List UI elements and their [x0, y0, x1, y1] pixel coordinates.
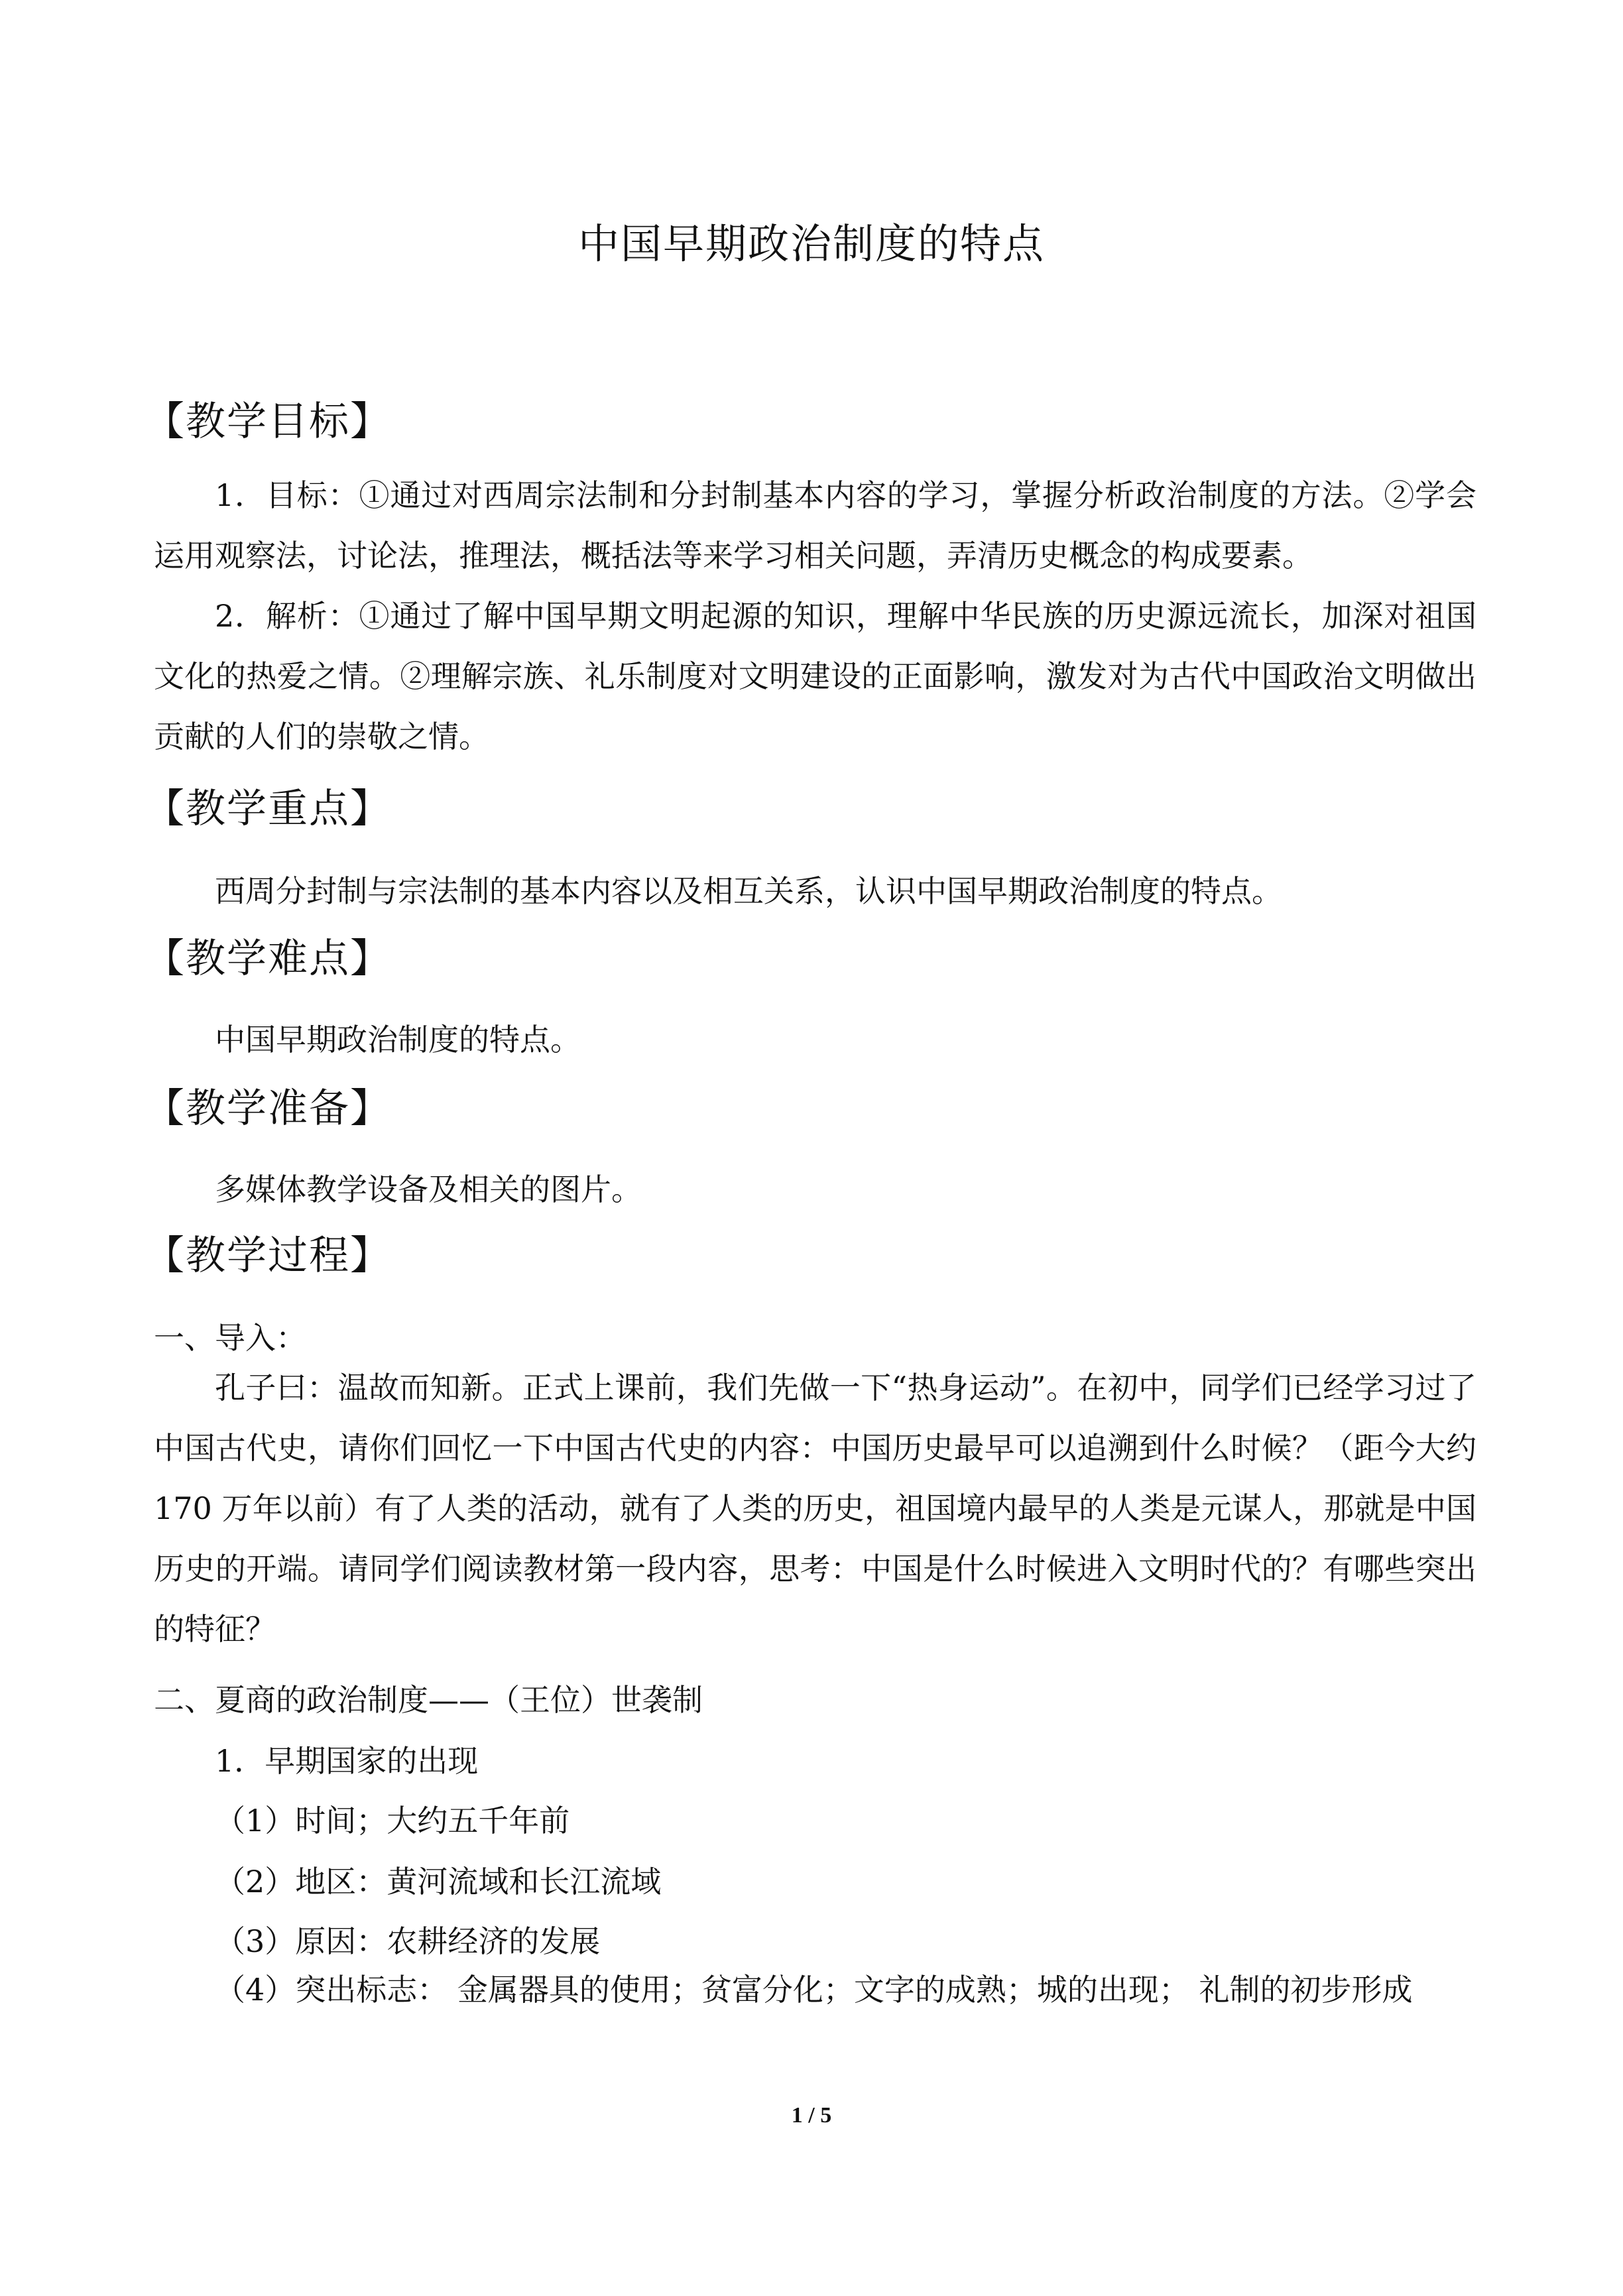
list-item: （2）地区：黄河流域和长江流域 — [215, 1864, 662, 1900]
sub-heading-1: 1．早期国家的出现 — [215, 1743, 479, 1779]
intro-paragraph: 孔子曰：温故而知新。正式上课前，我们先做一下“热身运动”。在初中，同学们已经学习过了中国古代史，请你们回忆一下中国古代史的内容：中国历史最早可以追溯到什么时候？（距今大约 170 万年以前）有了人类的活动，就有了人类的历史，祖国境内最早的人类是元谋人，那就是中国历史的开端。请同学们阅读教材第一段内容，思考：中国是什么时候进入文明时代的？有哪些突出的特征？ — [154, 1370, 1476, 1647]
difficulties-text: 中国早期政治制度的特点。 — [215, 1022, 581, 1057]
list-item: （4）突出标志： 金属器具的使用；贫富分化；文字的成熟；城的出现； 礼制的初步形成 — [215, 1972, 1413, 2008]
heading-process: 【教学过程】 — [145, 1233, 391, 1279]
heading-difficulties: 【教学难点】 — [145, 936, 391, 982]
objectives-paragraph-1: 1．目标：①通过对西周宗法制和分封制基本内容的学习，掌握分析政治制度的方法。②学会运用观察法，讨论法，推理法，概括法等来学习相关问题，弄清历史概念的构成要素。 — [154, 477, 1476, 574]
part2-label: 二、夏商的政治制度——（王位）世袭制 — [154, 1682, 703, 1718]
objectives-paragraph-2: 2．解析：①通过了解中国早期文明起源的知识，理解中华民族的历史源远流长，加深对祖国文化的热爱之情。②理解宗族、礼乐制度对文明建设的正面影响，激发对为古代中国政治文明做出贡献的人们的崇敬之情。 — [154, 598, 1476, 755]
list-item: （1）时间；大约五千年前 — [215, 1803, 570, 1839]
heading-objectives: 【教学目标】 — [145, 398, 391, 445]
page-title: 中国早期政治制度的特点 — [577, 219, 1045, 268]
page-number: 1 / 5 — [791, 2103, 832, 2128]
heading-key-points: 【教学重点】 — [145, 786, 391, 832]
intro-label: 一、导入： — [154, 1320, 306, 1356]
preparation-text: 多媒体教学设备及相关的图片。 — [215, 1172, 642, 1207]
heading-preparation: 【教学准备】 — [145, 1085, 391, 1132]
key-points-text: 西周分封制与宗法制的基本内容以及相互关系，认识中国早期政治制度的特点。 — [215, 873, 1282, 909]
list-item: （3）原因：农耕经济的发展 — [215, 1923, 601, 1959]
